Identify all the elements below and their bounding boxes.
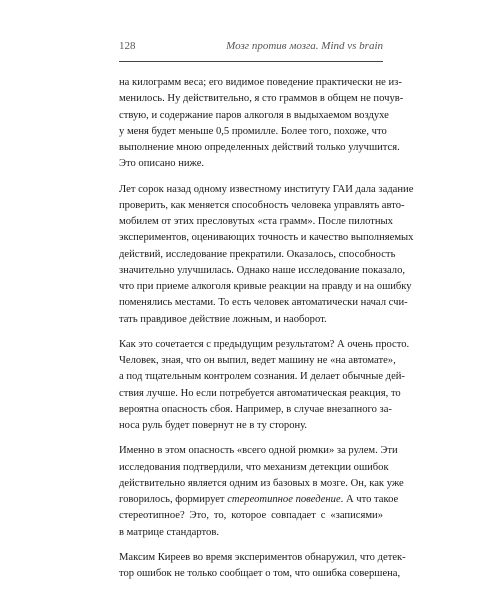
text-line: в матрице стандартов. bbox=[119, 526, 219, 538]
paragraph bbox=[119, 443, 404, 541]
text-line: действительно является одним из базовых в мозге. Он, как уже bbox=[119, 477, 404, 489]
text-line: мобилем от этих пресловутых «ста грамм». После пилотных bbox=[119, 216, 393, 227]
text-line: на килограмм веса; его видимое поведение практически не из- bbox=[119, 77, 402, 88]
text-line: Лет сорок назад одному известному институту ГАИ дала задание bbox=[119, 183, 414, 195]
text-line: Именно в этом опасность «всего одной рюмки» за рулем. Эти bbox=[119, 445, 398, 457]
text-line: Максим Киреев во время экспериментов обнаружил, что детек- bbox=[119, 551, 406, 563]
text-line: выполнение мною определенных действий только улучшится. bbox=[119, 142, 400, 153]
text-line: у меня будет меньше 0,5 промилле. Более того, похоже, что bbox=[119, 125, 387, 137]
text-line: что при приеме алкоголя кривые реакции на правду и на ошибку bbox=[119, 281, 412, 292]
text-line: экспериментов, оценивающих точность и качество выполняемых bbox=[119, 232, 414, 244]
page-number: 128 bbox=[119, 40, 136, 52]
text-line: Это описано ниже. bbox=[119, 158, 205, 170]
text-line: значительно улучшилась. Однако наше исследование показало, bbox=[119, 264, 406, 276]
text-line: ствия лучше. Но если потребуется автоматическая реакция, то bbox=[119, 387, 401, 399]
paragraph bbox=[119, 182, 414, 328]
text-line: носа руль будет повернут не в ту сторону. bbox=[119, 420, 308, 431]
text-line: говорилось, формирует стереотипное поведение. А что такое bbox=[119, 494, 399, 505]
text-line: а под тщательным контролем сознания. И делает обычные дей- bbox=[119, 371, 405, 383]
text-line: Как это сочетается с предыдущим результатом? А очень просто. bbox=[119, 338, 410, 350]
paragraph bbox=[119, 75, 404, 173]
text-line: ствую, и содержание паров алкоголя в выдыхаемом воздухе bbox=[119, 109, 389, 121]
text-line: вероятна опасность сбоя. Например, в случае внезапного за- bbox=[119, 403, 392, 415]
text-line: тать правдивое действие ложным, и наоборот. bbox=[119, 313, 327, 325]
text-line: поменялись местами. То есть человек автоматически начал счи- bbox=[119, 297, 408, 309]
header-rule bbox=[119, 61, 383, 62]
text-line: Человек, зная, что он выпил, ведет машину не «на автомате», bbox=[119, 355, 396, 366]
italic-emphasis: стереотипное поведение bbox=[227, 494, 341, 505]
page-header bbox=[119, 40, 383, 56]
paragraph bbox=[119, 337, 410, 435]
paragraph bbox=[119, 550, 406, 583]
text-line: исследования подтвердили, что механизм детекции ошибок bbox=[119, 461, 389, 473]
text-line: стереотипное? Это, то, которое совпадает с «записями» bbox=[119, 510, 383, 522]
body-text bbox=[119, 75, 414, 591]
text-line: проверить, как меняется способность человека управлять авто- bbox=[119, 199, 405, 211]
text-line: менилось. Ну действительно, я сто граммов в общем не почув- bbox=[119, 93, 404, 105]
running-title: Мозг против мозга. Mind vs brain bbox=[226, 40, 383, 52]
text-line: действий, исследование прекратили. Оказалось, способность bbox=[119, 248, 396, 260]
text-line: тор ошибок не только сообщает о том, что ошибка совершена, bbox=[119, 568, 401, 579]
